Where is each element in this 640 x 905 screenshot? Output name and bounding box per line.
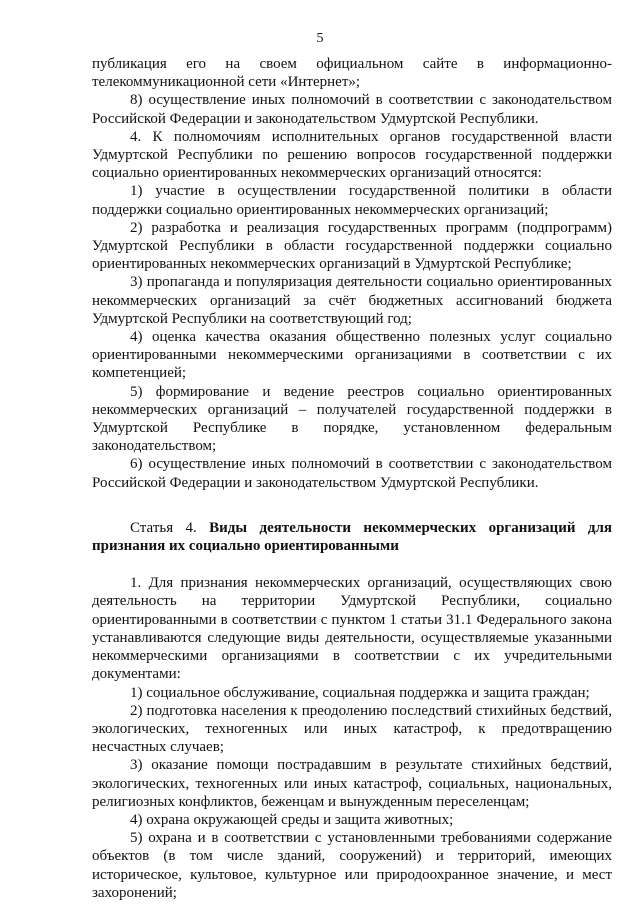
item-8-paragraph: 8) осуществление иных полномочий в соответствии с законодательством Российской Федерации и законодательством Удмуртской Республики. <box>92 92 612 127</box>
section-4-item-3: 3) пропаганда и популяризация деятельности социально ориентированных некоммерческих организаций за счёт бюджетных ассигнований бюджета Удмуртской Республики на соответствующий год; <box>92 274 612 327</box>
section-4-item-6: 6) осуществление иных полномочий в соответствии с законодательством Российской Федерации и законодательством Удмуртской Республики. <box>92 456 612 491</box>
part-1-intro: 1. Для признания некоммерческих организаций, осуществляющих свою деятельность на территории Удмуртской Республики, социально ориентированными в соответствии с пунктом 1 статьи 31.1 Федерального закона устанавливаются следующие виды деятельности, осуществляемые указанными некоммерческими организациями в соответствии с их учредительными документами: <box>92 575 612 683</box>
page-number: 5 <box>316 31 324 46</box>
document-body <box>92 55 612 902</box>
section-4-item-4: 4) оценка качества оказания общественно полезных услуг социально ориентированными некоммерческими организациями в соответствии с их компетенцией; <box>92 329 612 382</box>
part-1-item-1: 1) социальное обслуживание, социальная поддержка и защита граждан; <box>130 684 590 701</box>
part-1-item-5: 5) охрана и в соответствии с установленными требованиями содержание объектов (в том числе зданий, сооружений) и территорий, имеющих историческое, культовое, культурное или природоохранное значение, и мест захоронений; <box>92 830 612 901</box>
section-4-intro: 4. К полномочиям исполнительных органов государственной власти Удмуртской Республики по решению вопросов государственной поддержки социально ориентированных некоммерческих организаций относятся: <box>92 128 612 182</box>
part-1-item-4: 4) охрана окружающей среды и защита животных; <box>130 811 454 828</box>
part-1-item-2: 2) подготовка населения к преодолению последствий стихийных бедствий, экологических, техногенных или иных катастроф, к предотвращению несчастных случаев; <box>92 702 612 756</box>
article-4-title: Виды деятельности некоммерческих организаций для признания их социально ориентированными <box>92 519 612 555</box>
continuation-paragraph: публикация его на своем официальном сайте в информационно-телекоммуникационной сети «Интернет»; <box>92 56 612 91</box>
section-4-item-2: 2) разработка и реализация государственных программ (подпрограмм) Удмуртской Республики в области государственной поддержки социально ориентированных некоммерческих организаций в Удмуртской Республике; <box>92 219 612 273</box>
part-1-item-3: 3) оказание помощи пострадавшим в результате стихийных бедствий, экологических, техногенных или иных катастроф, социальных, национальных, религиозных конфликтов, беженцам и вынужденным переселенцам; <box>92 757 612 810</box>
section-4-item-1: 1) участие в осуществлении государственной политики в области поддержки социально ориентированных некоммерческих организаций; <box>92 183 612 218</box>
section-4-item-5: 5) формирование и ведение реестров социально ориентированных некоммерческих организаций – получателей государственной поддержки в Удмуртской Республике в порядке, установленном федеральным законодательством; <box>92 383 612 455</box>
article-4-prefix: Статья 4. <box>130 519 197 536</box>
article-4-heading <box>92 519 612 555</box>
